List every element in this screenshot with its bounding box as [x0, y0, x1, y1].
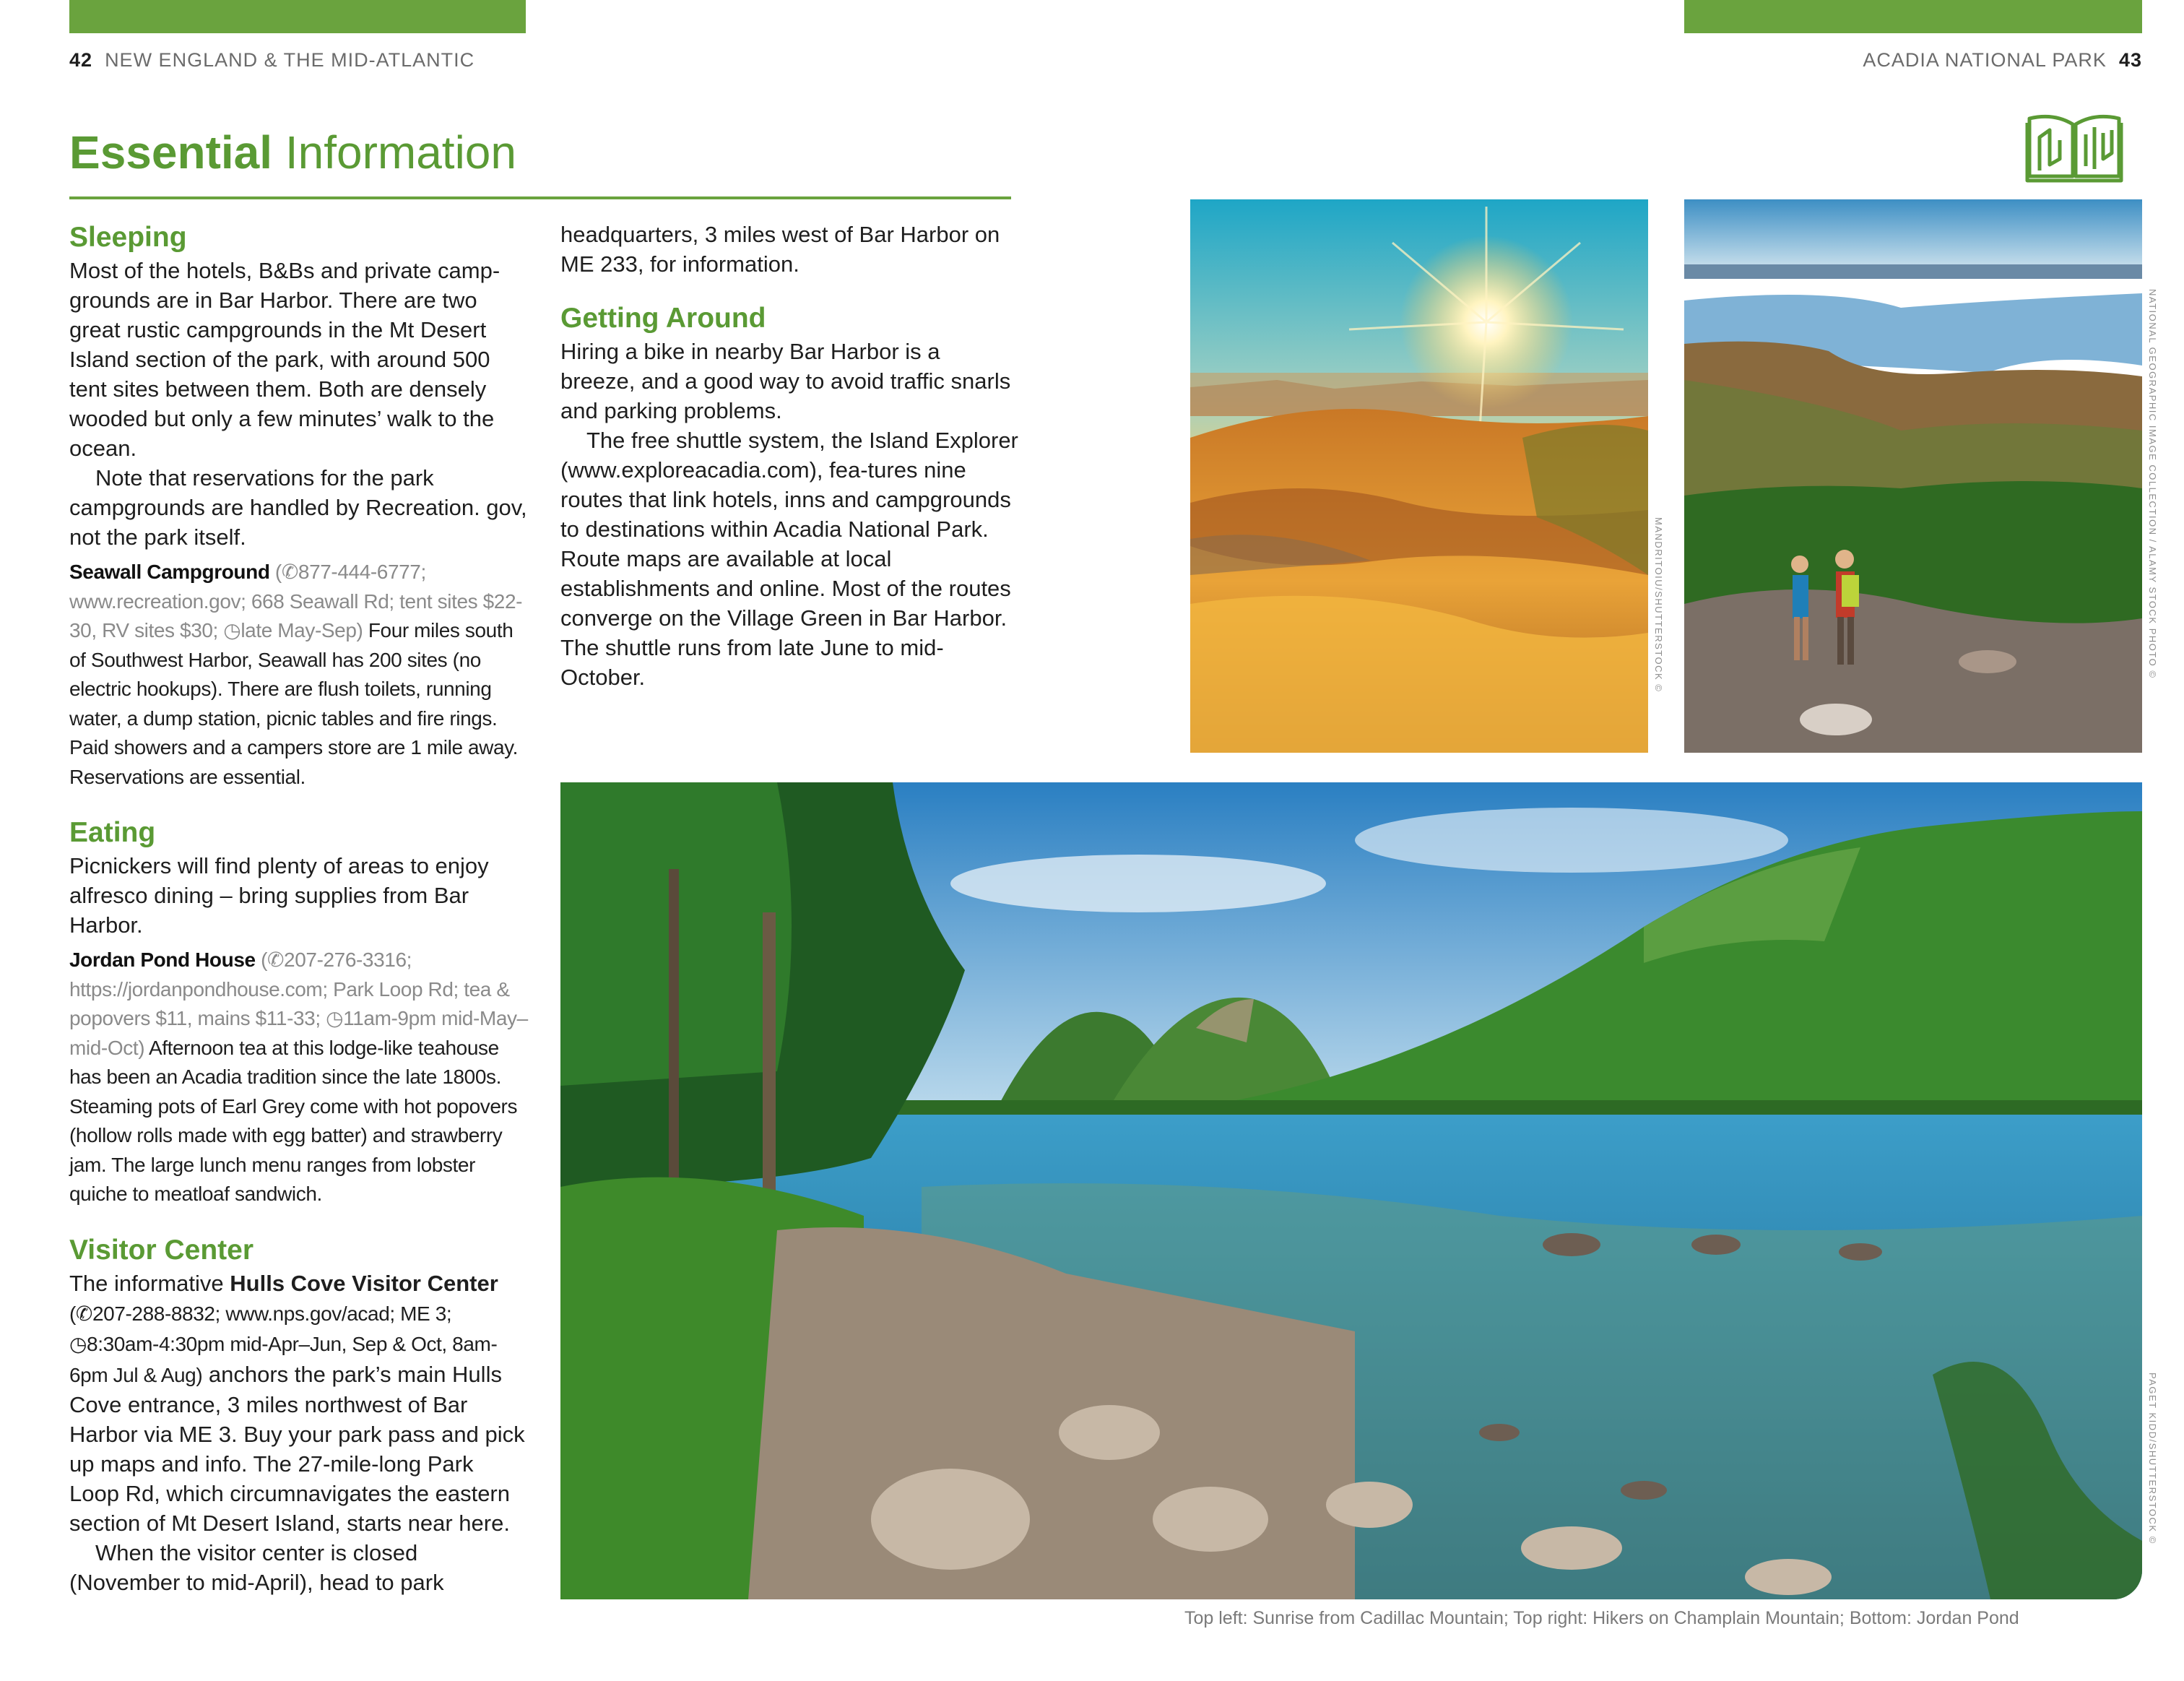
photo-hikers-champlain	[1684, 199, 2142, 753]
jordan-pond-info: (✆207-276-3316; https://jordanpondhouse.com; Park Loop Rd; tea & popovers $11, mains $11-33; ◷11am-9pm mid-May–mid-Oct)	[69, 948, 528, 1059]
column-left	[69, 220, 529, 1597]
page-title	[69, 126, 516, 179]
continued-paragraph: headquarters, 3 miles west of Bar Harbor on ME 233, for information.	[560, 222, 1000, 277]
seawall-name: Seawall Campground	[69, 561, 270, 583]
column-middle	[560, 220, 1018, 692]
visitor-center-paragraph	[69, 1269, 529, 1539]
title-rule	[69, 196, 1011, 199]
sleeping-paragraph-1: Most of the hotels, B&Bs and private camp-grounds are in Bar Harbor. There are two great rustic campgrounds in the Mt Desert Island section of the park, with around 500 tent sites between them. Both are densely wooded but only a few minutes’ walk to the ocean.	[69, 258, 500, 461]
book-map-icon	[2025, 108, 2123, 183]
photo-jordan-pond	[560, 782, 2142, 1599]
left-running-title: NEW ENGLAND & THE MID-ATLANTIC	[105, 49, 475, 71]
right-header-bar	[1684, 0, 2142, 33]
getting-around-paragraph-2: The free shuttle system, the Island Explorer (www.exploreacadia.com), fea-tures nine routes that link hotels, inns and campgrounds to destinations within Acadia National Park. Route maps are available at local establishments and online. Most of the routes converge on the Village Green in Bar Harbor. The shuttle runs from late June to mid-October.	[560, 428, 1018, 690]
seawall-description: Four miles south of Southwest Harbor, Seawall has 200 sites (no electric hookups). There are flush toilets, running water, a dump station, picnic tables and fire rings. Paid showers and a campers store are 1 mile away. Reservations are essential.	[69, 619, 519, 788]
getting-around-heading: Getting Around	[560, 303, 766, 334]
credit-hikers: NATIONAL GEOGRAPHIC IMAGE COLLECTION / ALAMY STOCK PHOTO ©	[2147, 289, 2158, 679]
hulls-cove-info: (✆207-288-8832; www.nps.gov/acad; ME 3; ◷8:30am-4:30pm mid-Apr–Jun, Sep & Oct, 8am-6pm Jul & Aug)	[69, 1302, 498, 1386]
jordan-pond-listing	[69, 946, 529, 1209]
hulls-cove-name: Hulls Cove Visitor Center	[230, 1270, 498, 1296]
credit-pond: PAGET KIDD/SHUTTERSTOCK ©	[2147, 1373, 2158, 1544]
spacer	[69, 1209, 529, 1232]
visitor-center-paragraph-2: When the visitor center is closed (November to mid-April), head to park	[69, 1540, 444, 1595]
page-title-strong: Essential	[69, 126, 273, 178]
right-running-head	[1863, 49, 2142, 72]
hulls-cove-description: anchors the park’s main Hulls Cove entrance, 3 miles northwest of Bar Harbor via ME 3. Buy your park pass and pick up maps and info. The 27-mile-long Park Loop Rd, which circumnavigates the eastern section of Mt Desert Island, starts near here.	[69, 1361, 525, 1536]
seawall-listing	[69, 558, 529, 792]
photo-caption: Top left: Sunrise from Cadillac Mountain; Top right: Hikers on Champlain Mountain; Bottom: Jordan Pond	[1184, 1608, 2019, 1628]
sleeping-paragraph-2: Note that reservations for the park campgrounds are handled by Recreation. gov, not the park itself.	[69, 465, 527, 550]
visitor-intro: The informative	[69, 1270, 230, 1296]
page-title-light: Information	[285, 126, 516, 178]
jordan-pond-name: Jordan Pond House	[69, 948, 256, 971]
eating-heading: Eating	[69, 817, 156, 848]
getting-around-paragraph-1: Hiring a bike in nearby Bar Harbor is a breeze, and a good way to avoid traffic snarls and parking problems.	[560, 339, 1011, 423]
seawall-info: (✆877-444-6777; www.recreation.gov; 668 Seawall Rd; tent sites $22-30, RV sites $30; ◷late May-Sep)	[69, 561, 523, 641]
photo-sunrise-cadillac	[1190, 199, 1648, 753]
eating-paragraph: Picnickers will find plenty of areas to enjoy alfresco dining – bring supplies from Bar Harbor.	[69, 853, 489, 938]
right-running-title: ACADIA NATIONAL PARK	[1863, 49, 2107, 71]
sleeping-heading: Sleeping	[69, 222, 187, 253]
right-page-number: 43	[2118, 49, 2142, 71]
visitor-center-heading: Visitor Center	[69, 1234, 254, 1266]
left-page-number: 42	[69, 49, 93, 71]
left-running-head	[69, 49, 474, 72]
spacer	[69, 792, 529, 815]
jordan-pond-description: Afternoon tea at this lodge-like teahouse has been an Acadia tradition since the late 1800s. Steaming pots of Earl Grey come with hot popovers (hollow rolls made with egg batter) and strawberry jam. The large lunch menu ranges from lobster quiche to meatloaf sandwich.	[69, 1036, 518, 1205]
left-header-bar	[69, 0, 526, 33]
credit-sunrise: MANDRITOIU/SHUTTERSTOCK ©	[1653, 517, 1664, 693]
